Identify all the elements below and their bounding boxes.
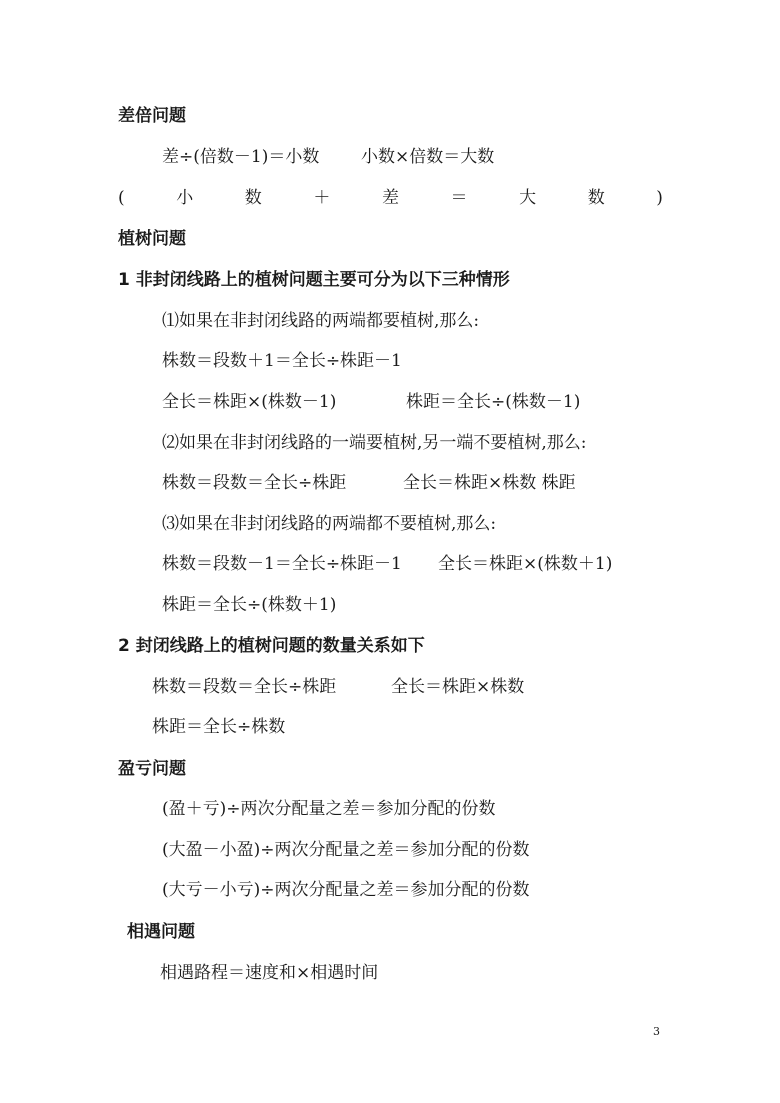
heading-zhishu: 植树问题 xyxy=(118,229,186,249)
closed-formula-1b: 全长＝株距×株数 xyxy=(391,677,525,697)
case1-formula-2a: 全长＝株距×(株数－1) xyxy=(162,392,337,412)
yingkui-formula-1: (盈＋亏)÷两次分配量之差＝参加分配的份数 xyxy=(162,799,496,819)
spread-part: ) xyxy=(656,188,663,208)
case1-formula-1: 株数＝段数＋1＝全长÷株距－1 xyxy=(162,351,402,371)
formula-chabei-1: 差÷(倍数－1)＝小数 xyxy=(162,147,320,167)
case3-formula-2: 株距＝全长÷(株数＋1) xyxy=(162,595,337,615)
case2-intro: ⑵如果在非封闭线路的一端要植树,另一端不要植树,那么: xyxy=(162,433,587,453)
formula-chabei-spread xyxy=(118,187,663,209)
yingkui-formula-2: (大盈－小盈)÷两次分配量之差＝参加分配的份数 xyxy=(162,840,530,860)
case3-formula-1b: 全长＝株距×(株数＋1) xyxy=(438,554,613,574)
spread-part: ＋ xyxy=(313,188,331,208)
case1-formula-2b: 株距＝全长÷(株数－1) xyxy=(406,392,581,412)
spread-part: ＝ xyxy=(450,188,468,208)
heading-xiangyu: 相遇问题 xyxy=(127,922,195,942)
heading-chabei: 差倍问题 xyxy=(118,106,186,126)
page-number: 3 xyxy=(653,1025,660,1038)
spread-part: 差 xyxy=(381,188,399,208)
xiangyu-formula-1: 相遇路程＝速度和×相遇时间 xyxy=(160,963,379,983)
spread-part: 数 xyxy=(587,188,605,208)
spread-part: 大 xyxy=(519,188,537,208)
formula-chabei-2: 小数×倍数＝大数 xyxy=(361,147,495,167)
heading-yingkui: 盈亏问题 xyxy=(118,759,186,779)
case3-intro: ⑶如果在非封闭线路的两端都不要植树,那么: xyxy=(162,514,497,534)
spread-part: 数 xyxy=(244,188,262,208)
case2-formula-1b: 全长＝株距×株数 株距 xyxy=(403,473,576,493)
yingkui-formula-3: (大亏－小亏)÷两次分配量之差＝参加分配的份数 xyxy=(162,880,530,900)
closed-formula-2: 株距＝全长÷株数 xyxy=(152,717,286,737)
case2-formula-1a: 株数＝段数＝全长÷株距 xyxy=(162,473,347,493)
case1-intro: ⑴如果在非封闭线路的两端都要植树,那么: xyxy=(162,311,480,331)
case3-formula-1a: 株数＝段数－1＝全长÷株距－1 xyxy=(162,554,402,574)
spread-part: ( xyxy=(118,188,125,208)
spread-part: 小 xyxy=(176,188,194,208)
subheading-open-line: 1 非封闭线路上的植树问题主要可分为以下三种情形 xyxy=(118,270,510,290)
subheading-closed-line: 2 封闭线路上的植树问题的数量关系如下 xyxy=(118,636,425,656)
closed-formula-1a: 株数＝段数＝全长÷株距 xyxy=(152,677,337,697)
